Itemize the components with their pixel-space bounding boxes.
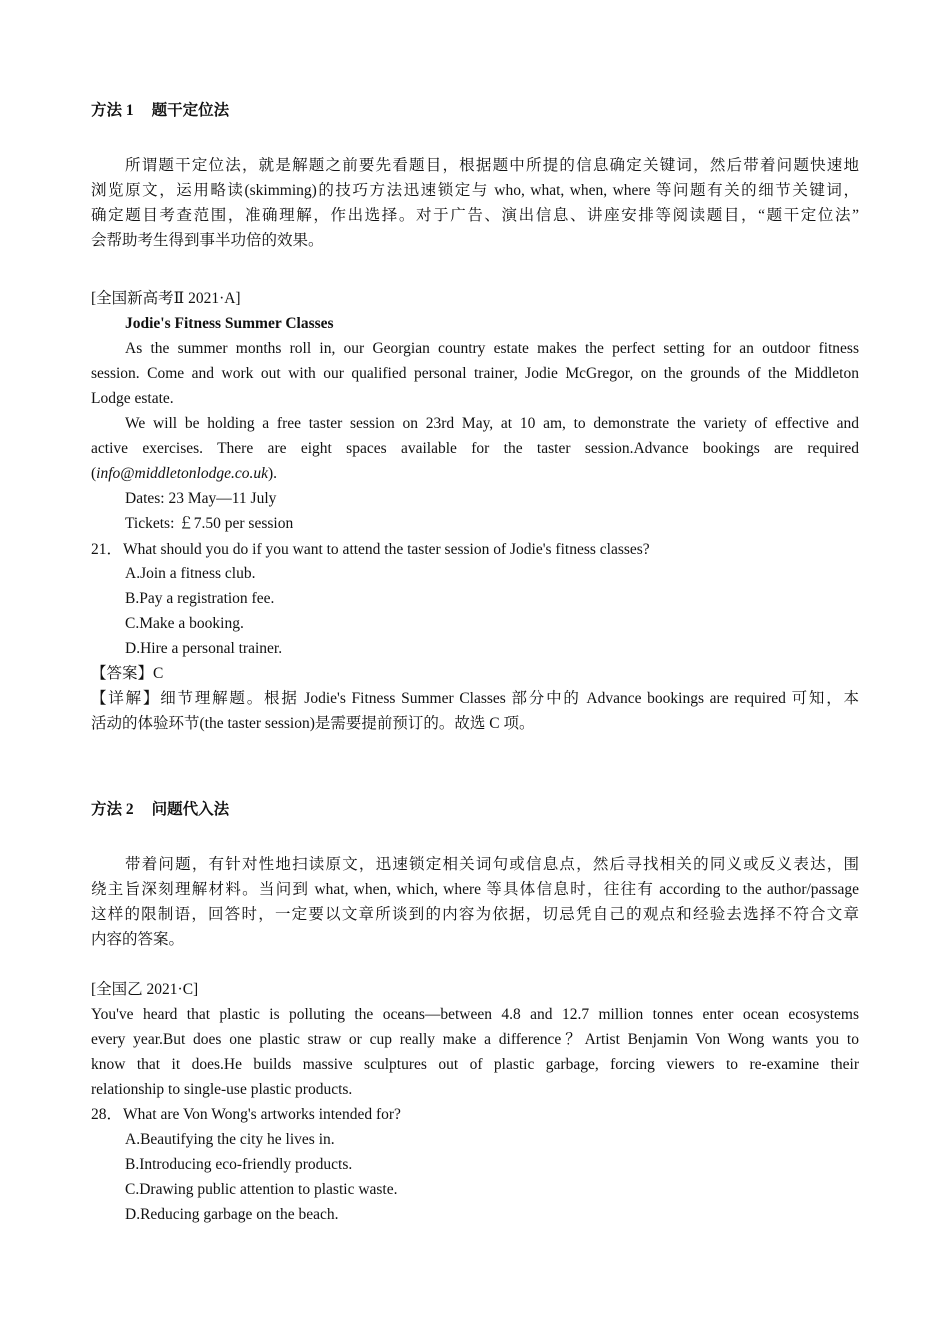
method1-intro-line-2: 浏览原文，运用略读(skimming)的技巧方法迅速锁定与 who, what, when, where 等问题有关的细节关键词， — [91, 182, 859, 199]
email-open-paren: ( — [91, 465, 97, 482]
passage2-line-4: relationship to single-use plastic products. — [91, 1081, 353, 1098]
method2-title: 问题代入法 — [151, 801, 230, 818]
question-text: What are Von Wong's artworks intended for? — [123, 1106, 401, 1123]
method1-title: 题干定位法 — [151, 102, 230, 119]
method2-intro-line-4: 内容的答案。 — [91, 931, 185, 948]
para2-line-1: We will be holding a free taster session on 23rd May, at 10 am, to demonstrate the variety of effective and — [125, 415, 859, 432]
para2-email-line — [91, 461, 859, 486]
method1-intro-line-3: 确定题目考查范围，准确理解，作出选择。对于广告、演出信息、讲座安排等阅读题目，“题干定位法” — [91, 207, 859, 224]
method1-intro-line-4: 会帮助考生得到事半功倍的效果。 — [91, 232, 324, 249]
option-c: C.Make a booking. — [125, 615, 244, 632]
option-d: D.Reducing garbage on the beach. — [125, 1206, 339, 1223]
method2-intro-line-2: 绕主旨深刻理解材料。当问到 what, when, which, where 等具体信息时，往往有 according to the author/passage — [91, 881, 859, 898]
passage-title: Jodie's Fitness Summer Classes — [125, 315, 334, 332]
question-28 — [91, 1102, 859, 1127]
question-text: What should you do if you want to attend the taster session of Jodie's fitness classes? — [123, 541, 650, 558]
dates: Dates: 23 May—11 July — [125, 490, 277, 507]
option-b: B.Introducing eco-friendly products. — [125, 1156, 353, 1173]
option-d: D.Hire a personal trainer. — [125, 640, 283, 657]
passage2-line-1: You've heard that plastic is polluting the oceans—between 4.8 and 12.7 million tonnes enter ocean ecosystems — [91, 1006, 859, 1023]
para1-line-3: Lodge estate. — [91, 390, 174, 407]
explanation-line-1: 【详解】细节理解题。根据 Jodie's Fitness Summer Classes 部分中的 Advance bookings are required 可知，本 — [91, 690, 859, 707]
option-a: A.Join a fitness club. — [125, 565, 256, 582]
answer: 【答案】C — [91, 665, 164, 682]
method2-source: [全国乙 2021·C] — [91, 981, 199, 998]
method1-label: 方法 1 — [91, 102, 134, 119]
option-b: B.Pay a registration fee. — [125, 590, 275, 607]
question-number: 21． — [91, 541, 123, 558]
passage2-line-3: know that it does.He builds massive sculptures out of plastic garbage, forcing viewers to re-examine their — [91, 1056, 859, 1073]
para1-line-2: session. Come and work out with our qualified personal trainer, Jodie McGregor, on the grounds of the Middleton — [91, 365, 859, 382]
email-address: info@middletonlodge.co.uk — [96, 465, 268, 482]
option-a: A.Beautifying the city he lives in. — [125, 1131, 335, 1148]
explanation-line-2: 活动的体验环节(the taster session)是需要提前预订的。故选 C 项。 — [91, 715, 535, 732]
method2-label: 方法 2 — [91, 801, 134, 818]
method2-intro-line-1: 带着问题，有针对性地扫读原文，迅速锁定相关词句或信息点，然后寻找相关的同义或反义表达，围 — [125, 856, 859, 873]
method2-heading — [91, 797, 859, 822]
email-close-paren: ). — [267, 465, 278, 482]
passage2-line-2: every year.But does one plastic straw or cup really make a difference？Artist Benjamin Von Wong wants you to — [91, 1031, 859, 1048]
question-21 — [91, 537, 859, 562]
method1-intro-line-1: 所谓题干定位法，就是解题之前要先看题目，根据题中所提的信息确定关键词，然后带着问题快速地 — [125, 157, 859, 174]
question-number: 28． — [91, 1106, 123, 1123]
method2-intro-line-3: 这样的限制语，回答时，一定要以文章所谈到的内容为依据，切忌凭自己的观点和经验去选择不符合文章 — [91, 906, 859, 923]
method1-heading — [91, 98, 859, 123]
para2-line-2: active exercises. There are eight spaces available for the taster session.Advance bookings are required — [91, 440, 859, 457]
tickets: Tickets: ￡7.50 per session — [125, 515, 294, 532]
para1-line-1: As the summer months roll in, our Georgian country estate makes the perfect setting for an outdoor fitness — [125, 340, 859, 357]
method1-source: [全国新高考Ⅱ 2021·A] — [91, 290, 241, 307]
option-c: C.Drawing public attention to plastic waste. — [125, 1181, 398, 1198]
